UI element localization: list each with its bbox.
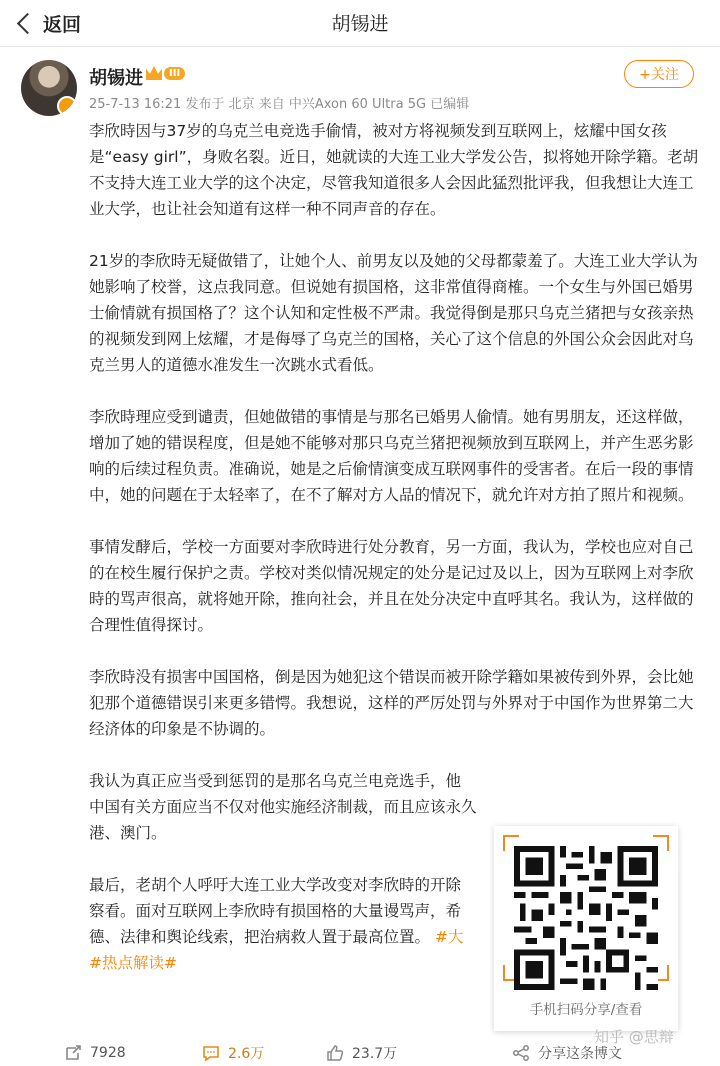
author-name[interactable]: 胡锡进 (89, 68, 143, 89)
top-nav-bar (0, 0, 720, 47)
repost-button[interactable] (64, 1040, 126, 1066)
post-paragraph: 李欣時理应受到谴责，但她做错的事情是与那名已婚男人偷情。她有男朋友，还这样做，增加了她的错误程度，但是她不能够对那只乌克兰猪把视频放到互联网上，并产生恶劣影响的后续过程负责。准确说，她是之后偷情演变成互联网事件的受害者。在后一段的事情中，她的问题在于太轻率了，在不了解对方人品的情况下，就允许对方拍了照片和视频。 (89, 408, 694, 504)
thumbs-up-icon (326, 1044, 344, 1062)
post-meta: 25-7-13 16:21 发布于 北京 来自 中兴Axon 60 Ultra 5G 已编辑 (89, 97, 470, 112)
post-paragraph: 事情发酵后，学校一方面要对李欣時进行处分教育，另一方面，我认为，学校也应对自己的在校生履行保护之责。学校对类似情况规定的处分是记过及以上，因为互联网上对李欣時的骂声很高，就将她开除，推向社会，并且在处分决定中直呼其名。我认为，这样做的合理性值得探讨。 (89, 538, 694, 634)
comment-icon (202, 1044, 220, 1062)
comment-count: 2.6万 (228, 1046, 265, 1062)
avatar[interactable] (21, 60, 77, 116)
vip-level: III (164, 67, 185, 80)
verified-badge-icon (57, 96, 77, 116)
post-paragraph: 21岁的李欣時无疑做错了，让她个人、前男友以及她的父母都蒙羞了。大连工业大学认为她影响了校誉，这点我同意。但说她有损国格，这非常值得商榷。一个女生与外国已婚男士偷情就有损国格了？这个认知和定性极不严肃。我觉得倒是那只乌克兰猪把与女孩亲热的视频发到网上炫耀，才是侮辱了乌克兰的国格，关心了这个信息的外国公众会因此对乌克兰男人的道德水准发生一次跳水式看低。 (89, 252, 698, 374)
post-paragraph: 李欣時因与37岁的乌克兰电竞选手偷情，被对方将视频发到互联网上，炫耀中国女孩是“easy girl”，身败名裂。近日，她就读的大连工业大学发公告，拟将她开除学籍。老胡不支持大连工业大学的这个决定，尽管我知道很多人会因此猛烈批评我，但我想让大连工业大学，也让社会知道有这样一种不同声音的存在。 (89, 122, 699, 218)
repost-count: 7928 (90, 1045, 126, 1061)
like-count: 23.7万 (352, 1046, 398, 1062)
qr-share-card (494, 826, 678, 1031)
vip-badge (146, 66, 185, 80)
post-text: 察看。面对互联网上李欣時有损国格的大量谩骂声，希 (89, 902, 462, 920)
crown-icon (146, 66, 162, 80)
hashtag-link[interactable]: #大 (434, 928, 464, 946)
share-icon (512, 1044, 530, 1062)
repost-icon (64, 1044, 82, 1062)
qr-code-icon[interactable] (514, 846, 658, 990)
follow-button[interactable]: +关注 (624, 60, 694, 88)
back-label: 返回 (43, 13, 82, 36)
post-text: 德、法律和舆论线索，把治病救人置于最高位置。 (89, 928, 431, 946)
post-text: 中国有关方面应当不仅对他实施经济制裁，而且应该永久 (89, 798, 477, 816)
hashtag-link[interactable]: #热点解读# (89, 954, 177, 972)
page-title: 胡锡进 (331, 13, 389, 35)
post-text: 港、澳门。 (89, 824, 167, 842)
post-text: 我认为真正应当受到惩罚的是那名乌克兰电竞选手，他 (89, 772, 462, 790)
zhihu-watermark: 知乎 @思辩 (594, 1028, 674, 1046)
post-paragraph: 李欣時没有损害中国国格，倒是因为她犯这个错误而被开除学籍如果被传到外界，会比她犯那个道德错误引来更多错愕。我想说，这样的严厉处罚与外界对于中国作为世界第二大经济体的印象是不协调的。 (89, 668, 694, 738)
comment-button[interactable] (202, 1040, 264, 1066)
post-text: 最后，老胡个人呼吁大连工业大学改变对李欣時的开除 (89, 876, 462, 894)
qr-caption: 手机扫码分享/查看 (529, 1002, 643, 1018)
like-button[interactable] (326, 1040, 397, 1066)
share-label: 分享这条博文 (538, 1046, 622, 1062)
